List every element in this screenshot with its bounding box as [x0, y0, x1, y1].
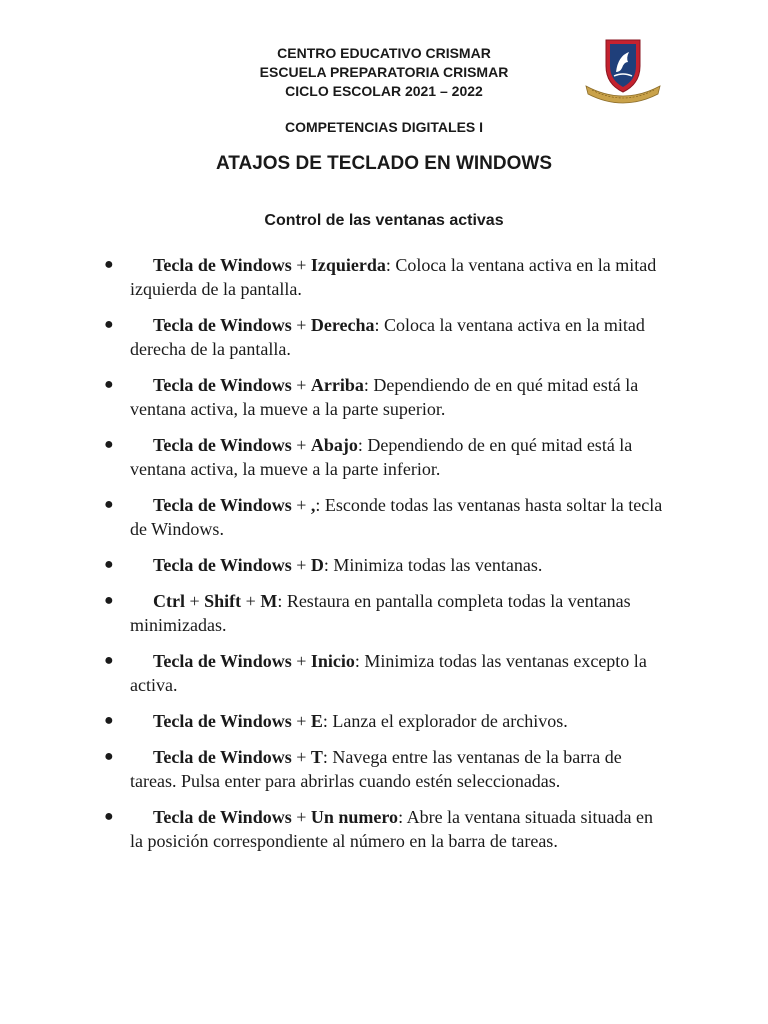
list-item — [0, 313, 768, 361]
key-separator: + — [291, 651, 311, 671]
key-separator: + — [291, 375, 311, 395]
bullet-icon: ● — [104, 808, 114, 825]
key-name: T — [310, 747, 323, 767]
bullet-icon: ● — [104, 496, 114, 513]
bullet-icon: ● — [104, 712, 114, 729]
key-separator: + — [241, 591, 261, 611]
key-separator: + — [291, 807, 311, 827]
shortcut-list — [0, 253, 768, 865]
key-name: Derecha — [310, 315, 375, 335]
document-title: ATAJOS DE TECLADO EN WINDOWS — [215, 153, 553, 174]
bullet-icon: ● — [104, 376, 114, 393]
list-item — [0, 253, 768, 301]
subject-title: COMPETENCIAS DIGITALES I — [284, 119, 484, 135]
key-separator: + — [291, 555, 311, 575]
key-separator: + — [291, 435, 311, 455]
key-separator: + — [291, 747, 311, 767]
bullet-icon: ● — [104, 652, 114, 669]
shortcut-description: : Dependiendo de en qué mitad está la ventana activa, la mueve a la parte superior. — [130, 375, 639, 419]
key-name: Tecla de Windows — [153, 315, 292, 335]
shortcut-description: : Restaura en pantalla completa todas la ventanas minimizadas. — [130, 591, 631, 635]
key-name: , — [310, 495, 316, 515]
list-item — [0, 745, 768, 793]
bullet-icon: ● — [104, 256, 114, 273]
shortcut-description: : Lanza el explorador de archivos. — [322, 711, 568, 731]
shortcut-description: : Abre la ventana situada situada en la posición correspondiente al número en la barra de tareas. — [130, 807, 653, 851]
list-item — [0, 433, 768, 481]
shortcut-description: : Coloca la ventana activa en la mitad izquierda de la pantalla. — [130, 255, 657, 299]
key-name: Arriba — [310, 375, 364, 395]
key-name: E — [310, 711, 323, 731]
header-line-2: ESCUELA PREPARATORIA CRISMAR — [259, 64, 509, 80]
key-name: M — [260, 591, 278, 611]
bullet-icon: ● — [104, 316, 114, 333]
key-name: Tecla de Windows — [153, 711, 292, 731]
key-name: Ctrl — [153, 591, 185, 611]
key-separator: + — [291, 255, 311, 275]
key-name: Un numero — [310, 807, 399, 827]
key-name: Tecla de Windows — [153, 555, 292, 575]
shortcut-description: : Minimiza todas las ventanas. — [323, 555, 543, 575]
list-item — [0, 649, 768, 697]
key-name: Abajo — [310, 435, 358, 455]
key-separator: + — [291, 315, 311, 335]
school-crest-logo — [582, 36, 664, 106]
key-separator: + — [291, 711, 311, 731]
bullet-icon: ● — [104, 592, 114, 609]
list-item — [0, 805, 768, 853]
shortcut-description: : Navega entre las ventanas de la barra de tareas. Pulsa enter para abrirlas cuando estén seleccionadas. — [130, 747, 622, 791]
key-separator: + — [291, 495, 311, 515]
list-item — [0, 373, 768, 421]
key-name: Tecla de Windows — [153, 747, 292, 767]
shortcut-description: : Esconde todas las ventanas hasta soltar la tecla de Windows. — [130, 495, 663, 539]
list-item — [0, 553, 768, 577]
key-name: Tecla de Windows — [153, 435, 292, 455]
key-name: Tecla de Windows — [153, 807, 292, 827]
header-line-3: CICLO ESCOLAR 2021 – 2022 — [285, 83, 483, 99]
key-name: Inicio — [310, 651, 355, 671]
key-name: Shift — [204, 591, 242, 611]
key-name: Tecla de Windows — [153, 375, 292, 395]
list-item — [0, 493, 768, 541]
key-name: D — [310, 555, 324, 575]
bullet-icon: ● — [104, 556, 114, 573]
key-separator: + — [184, 591, 205, 611]
list-item — [0, 709, 768, 733]
shortcut-description: : Dependiendo de en qué mitad está la ventana activa, la mueve a la parte inferior. — [130, 435, 633, 479]
bullet-icon: ● — [104, 436, 114, 453]
key-name: Tecla de Windows — [153, 651, 292, 671]
section-heading: Control de las ventanas activas — [264, 212, 504, 229]
list-item — [0, 589, 768, 637]
shortcut-description: : Minimiza todas las ventanas excepto la activa. — [130, 651, 647, 695]
header-line-1: CENTRO EDUCATIVO CRISMAR — [277, 45, 491, 61]
key-name: Tecla de Windows — [153, 495, 292, 515]
bullet-icon: ● — [104, 748, 114, 765]
key-name: Izquierda — [310, 255, 386, 275]
key-name: Tecla de Windows — [153, 255, 292, 275]
shortcut-description: : Coloca la ventana activa en la mitad derecha de la pantalla. — [130, 315, 645, 359]
